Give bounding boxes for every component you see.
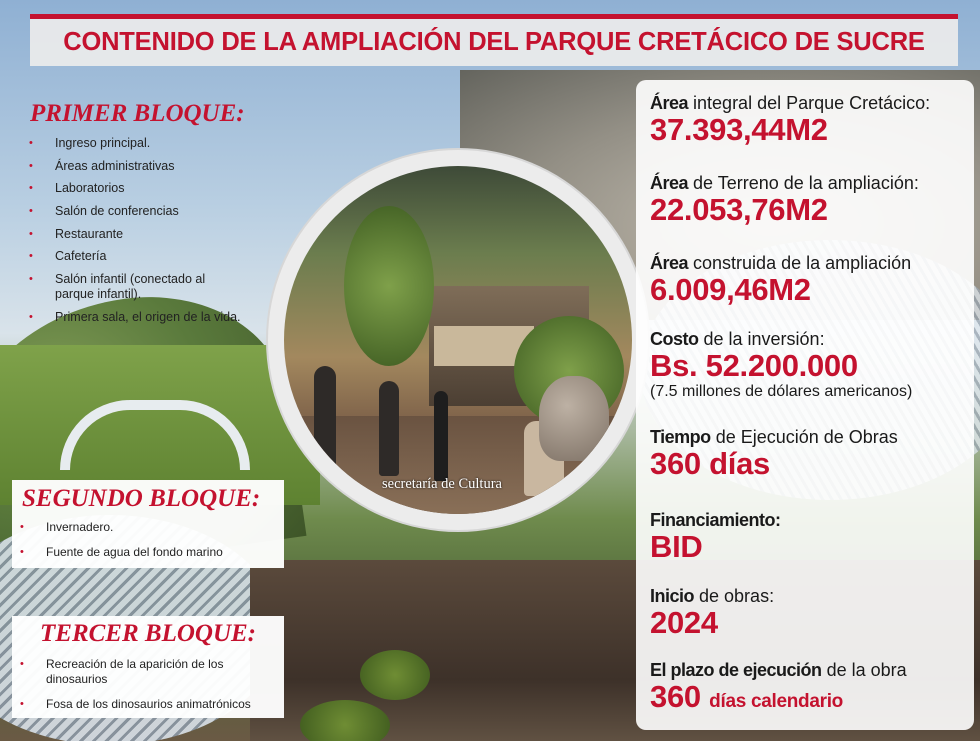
stat-value: 2024 [650, 605, 718, 640]
list-item: • Primera sala, el origen de la vida. [29, 310, 269, 325]
list-item: • Salón infantil (conectado al parque infantil). [29, 272, 245, 302]
plant [360, 650, 430, 700]
list-item: • Invernadero. [20, 520, 275, 535]
dinosaur-model [539, 376, 609, 461]
list-item: • Cafetería [29, 249, 269, 264]
visitor-figure [314, 366, 336, 476]
list-item: • Fuente de agua del fondo marino [20, 545, 275, 560]
stat-subtext: (7.5 millones de dólares americanos) [650, 383, 913, 400]
title-bar [30, 14, 958, 66]
stat-area-terreno [650, 173, 919, 227]
primer-bloque-heading: PRIMER BLOQUE: [30, 100, 245, 127]
stat-label: Área de Terreno de la ampliación: [650, 173, 919, 193]
stat-label: Tiempo de Ejecución de Obras [650, 427, 898, 447]
stat-value: 22.053,76M2 [650, 192, 828, 227]
list-item: • Recreación de la aparición de los dinosaurios [20, 657, 256, 687]
stat-value: 37.393,44M2 [650, 112, 828, 147]
tree [344, 206, 434, 366]
stat-label: Área construida de la ampliación [650, 253, 912, 273]
stat-area-construida [650, 253, 911, 307]
list-item: • Fosa de los dinosaurios animatrónicos [20, 697, 280, 712]
tercer-bloque-heading: TERCER BLOQUE: [40, 620, 257, 647]
segundo-bloque-list [20, 520, 275, 560]
stat-inicio [650, 586, 774, 640]
kiosk [434, 391, 448, 481]
stat-value-suffix: días calendario [709, 691, 843, 712]
watermark: secretaría de Cultura [382, 476, 502, 492]
page-title: CONTENIDO DE LA AMPLIACIÓN DEL PARQUE CRETÁCICO DE SUCRE [63, 28, 925, 56]
list-item: • Restaurante [29, 227, 269, 242]
stat-value: Bs. 52.200.000 [650, 348, 858, 383]
stat-value: 360 días calendario [650, 679, 843, 714]
stat-plazo [650, 660, 907, 719]
tercer-bloque-list [20, 657, 280, 712]
stat-label: Financiamiento: [650, 510, 781, 530]
stat-label: Inicio de obras: [650, 586, 775, 606]
list-item: • Laboratorios [29, 181, 269, 196]
stat-label: Área integral del Parque Cretácico: [650, 93, 931, 113]
stat-value: 6.009,46M2 [650, 272, 811, 307]
list-item: • Salón de conferencias [29, 204, 269, 219]
list-item: • Ingreso principal. [29, 136, 269, 151]
stat-area-integral [650, 93, 930, 147]
segundo-bloque-heading: SEGUNDO BLOQUE: [22, 485, 261, 512]
stat-value: 360 días [650, 446, 770, 481]
stat-financiamiento [650, 510, 781, 564]
list-item: • Áreas administrativas [29, 159, 269, 174]
primer-bloque-list [29, 136, 269, 333]
museum-interior-photo [284, 166, 632, 514]
stat-costo [650, 329, 912, 401]
visitor-figure [379, 381, 399, 476]
stat-label: El plazo de ejecución de la obra [650, 660, 907, 680]
stat-label: Costo de la inversión: [650, 329, 825, 349]
stat-value: BID [650, 529, 703, 564]
stat-tiempo [650, 427, 898, 481]
